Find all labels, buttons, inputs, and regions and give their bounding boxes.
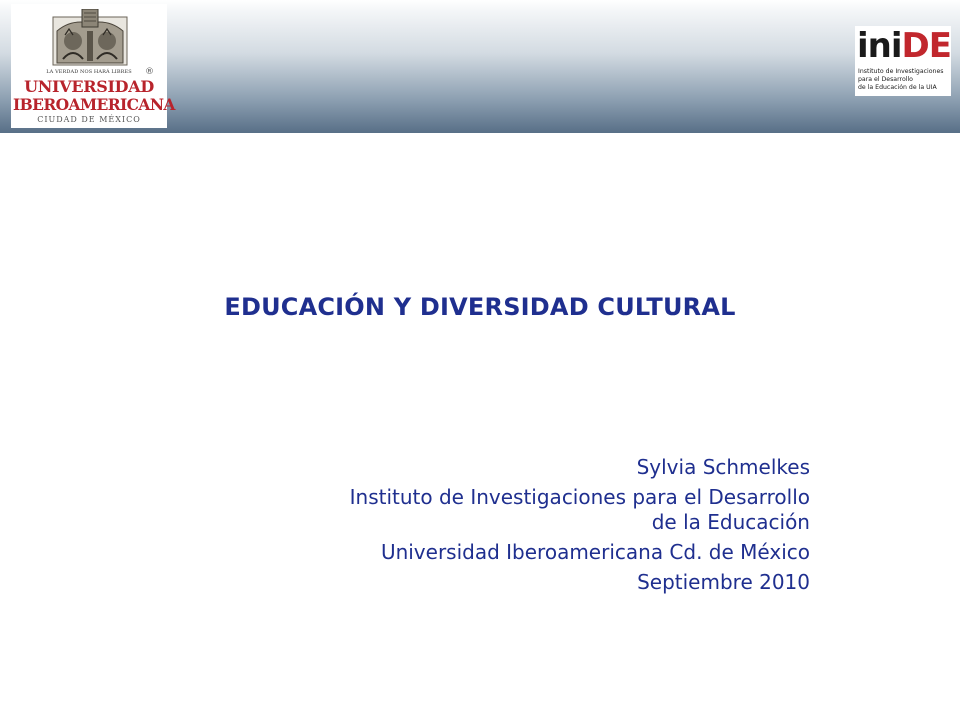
uia-name-line2: IBEROAMERICANA <box>13 95 175 114</box>
author-block <box>170 455 810 595</box>
inide-desc-line1: Instituto de Investigaciones <box>858 68 944 75</box>
uia-name-line1: UNIVERSIDAD <box>24 77 154 96</box>
slide-title: EDUCACIÓN Y DIVERSIDAD CULTURAL <box>224 293 736 321</box>
presentation-date: Septiembre 2010 <box>637 570 810 594</box>
author-name: Sylvia Schmelkes <box>636 455 810 479</box>
uia-city: CIUDAD DE MÉXICO <box>37 115 141 124</box>
inide-logo <box>855 26 951 96</box>
inide-desc-line3: de la Educación de la UIA <box>858 84 937 91</box>
inide-mark-part3: E <box>928 26 951 66</box>
uia-crest-icon <box>51 9 129 67</box>
inide-wordmark <box>857 26 951 66</box>
uia-motto: LA VERDAD NOS HARÁ LIBRES <box>46 69 132 75</box>
inide-desc-line2: para el Desarrollo <box>858 76 913 83</box>
inide-mark-part1: ini <box>857 26 902 66</box>
institute-line2: de la Educación <box>651 510 810 534</box>
registered-mark: ® <box>145 67 154 77</box>
inide-mark-part2: D <box>901 26 929 66</box>
universidad-iberoamericana-logo <box>11 4 175 128</box>
university-line: Universidad Iberoamericana Cd. de México <box>380 540 810 564</box>
header-band <box>0 0 960 133</box>
inide-description <box>858 68 950 92</box>
institute-line1: Instituto de Investigaciones para el Desarrollo <box>349 485 810 509</box>
